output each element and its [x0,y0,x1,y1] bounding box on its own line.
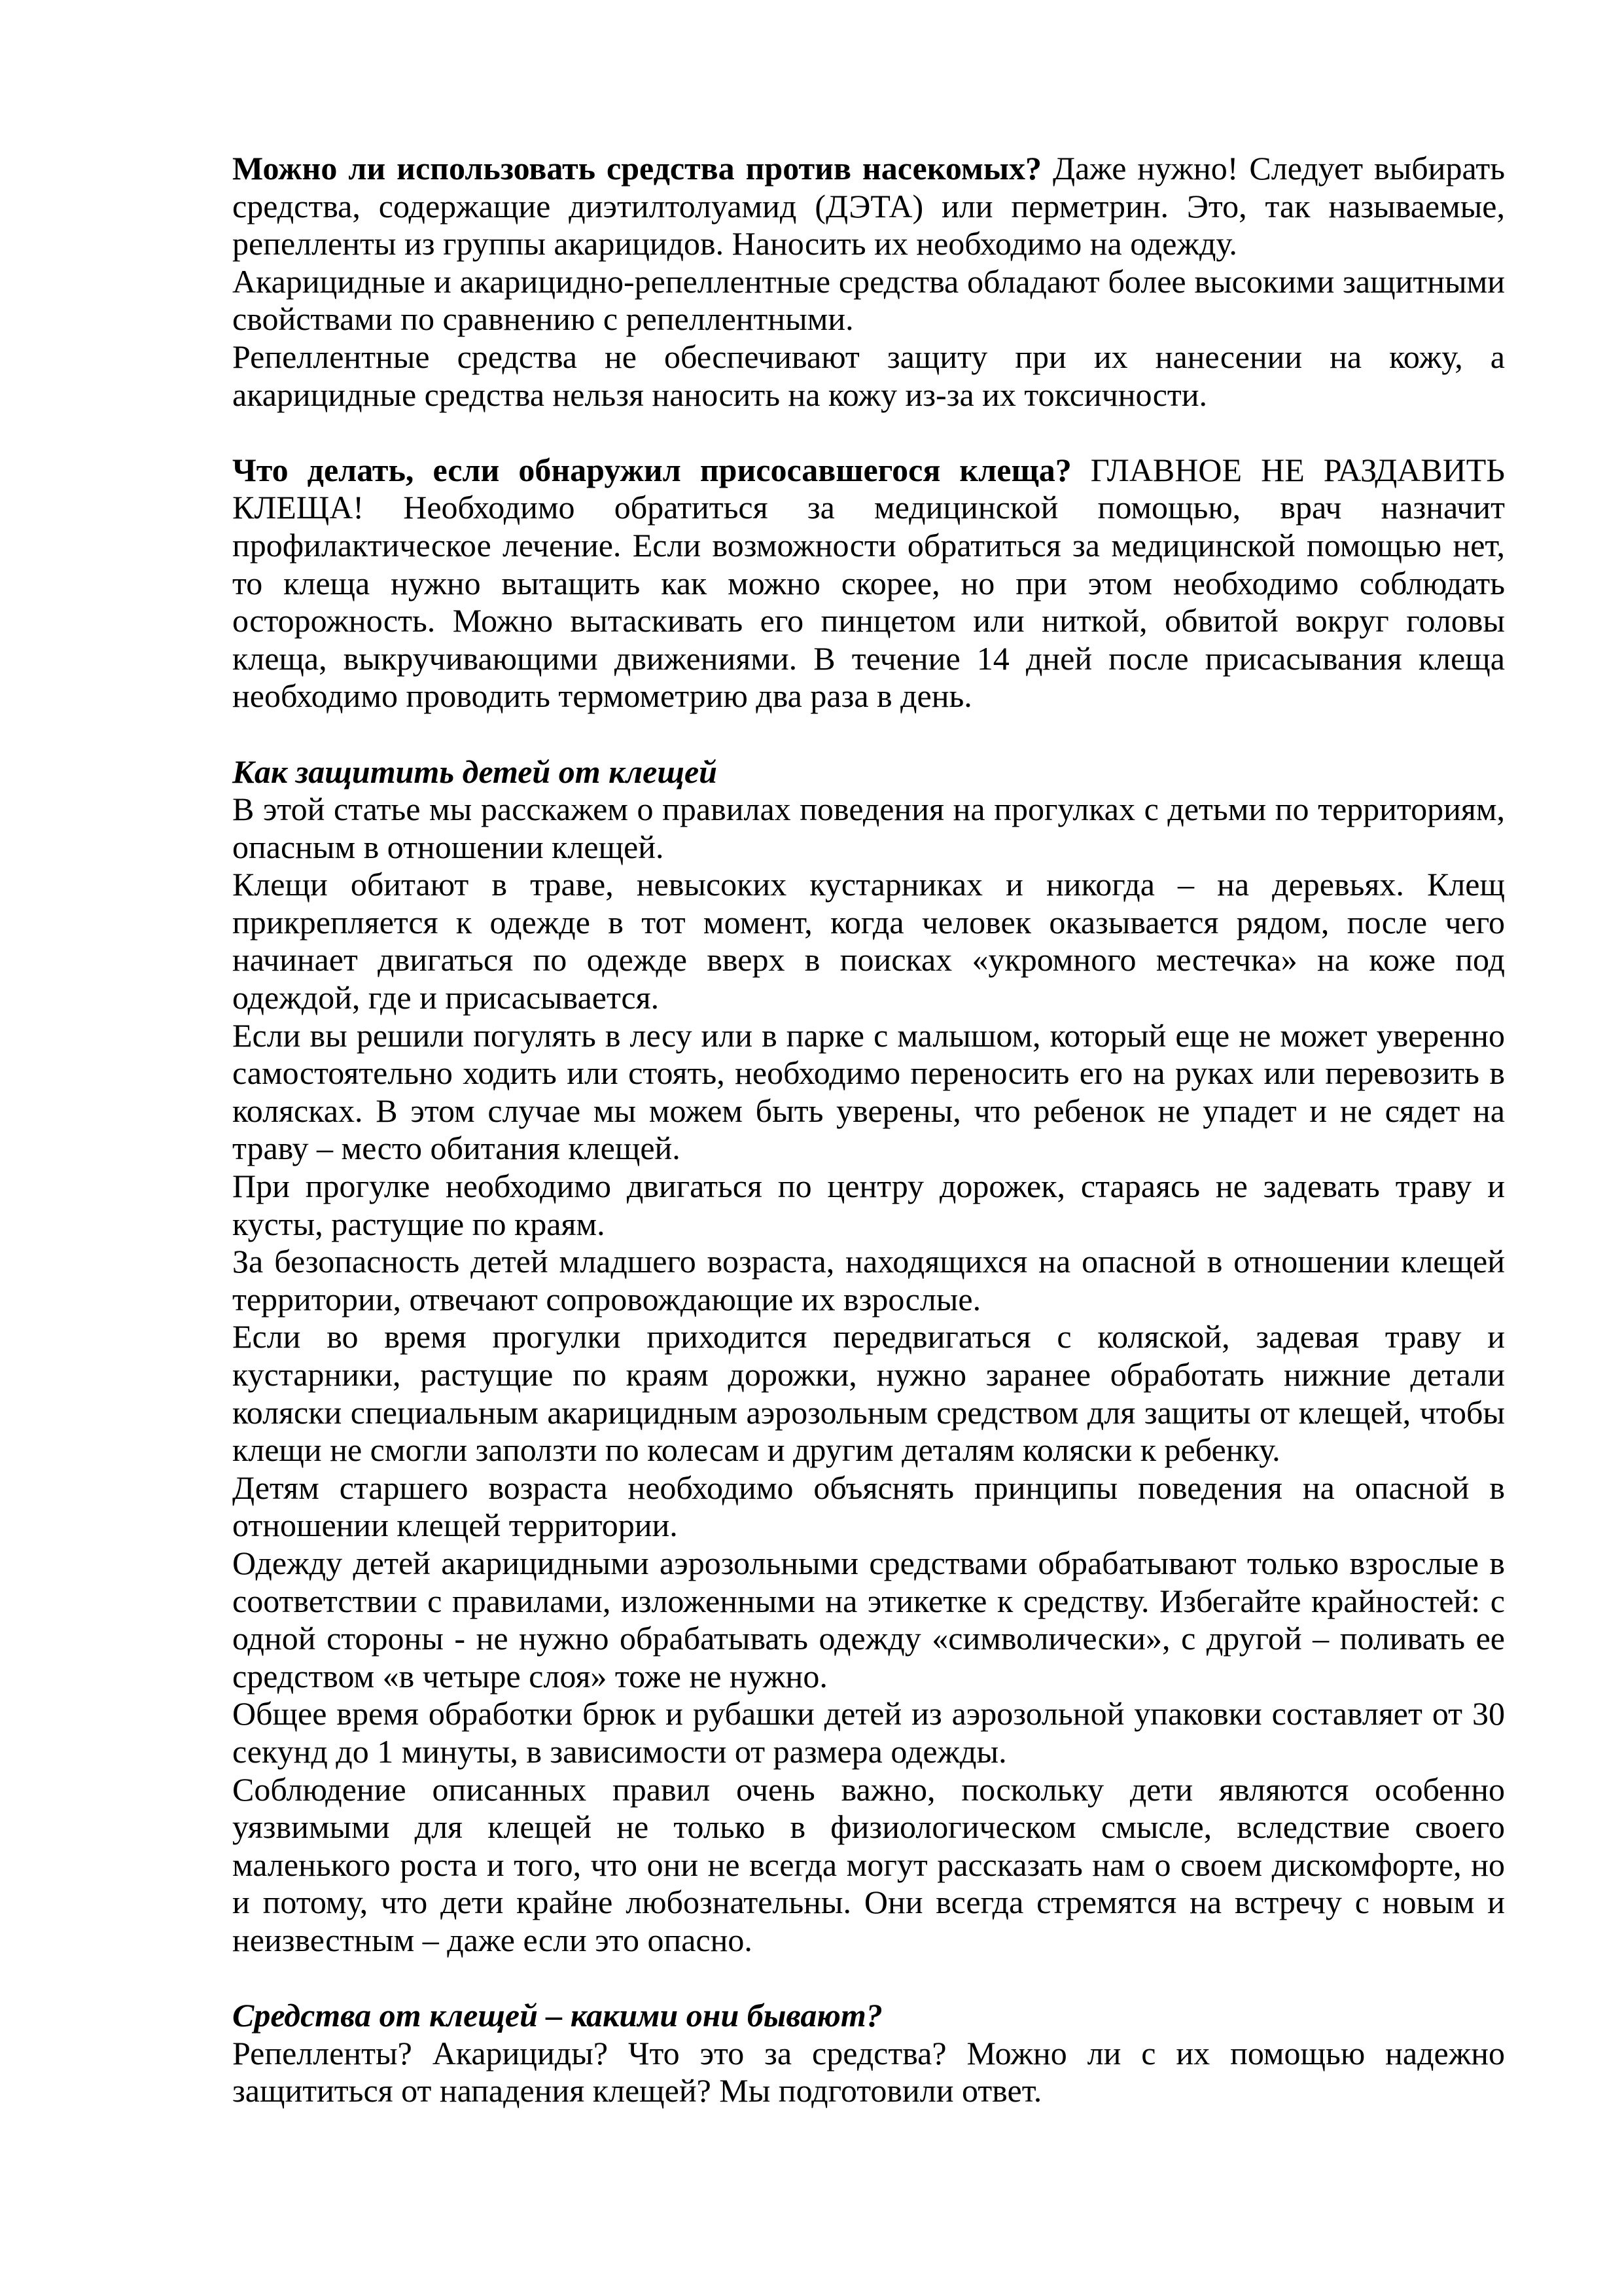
line-text: репелленты из группы акарицидов. Наносить их необходимо на одежду. [232,225,1237,262]
line-text: и потому, что дети крайне любознательны. Они всегда стремятся на встречу с новым и [232,1884,1505,1921]
line-text: За безопасность детей младшего возраста, находящихся на опасной в отношении клещей [232,1243,1505,1280]
text-line [232,1017,1505,1055]
text-line [232,1771,1505,1809]
text-line [232,791,1505,829]
paragraph [232,263,1505,338]
paragraph [232,1168,1505,1243]
line-text: свойствами по сравнению с репеллентными. [232,300,854,338]
line-text: КЛЕЩА! Необходимо обратиться за медицинской помощью, врач назначит [232,489,1505,526]
line-text: секунд до 1 минуты, в зависимости от размера одежды. [232,1732,1007,1770]
line-text: Клещи обитают в траве, невысоких кустарниках и никогда – на деревьях. Клещ [232,866,1505,903]
line-text: неизвестным – даже если это опасно. [232,1921,752,1958]
line-text: начинает двигаться по одежде вверх в поисках «укромного местечка» на коже под [232,941,1505,978]
paragraph [232,1695,1505,1770]
line-text: При прогулке необходимо двигаться по центру дорожек, стараясь не задевать траву и [232,1168,1505,1205]
text-line [232,300,1505,338]
text-line [232,1318,1505,1356]
line-text: уязвимыми для клещей не только в физиологическом смысле, вследствие своего [232,1808,1505,1846]
text-line [232,1394,1505,1432]
text-line [232,1808,1505,1846]
text-line [232,1168,1505,1206]
line-text: кустарники, растущие по краям дорожки, нужно заранее обработать нижние детали [232,1356,1505,1393]
line-text: акарицидные средства нельзя наносить на кожу из-за их токсичности. [232,376,1208,413]
line-text: маленького роста и того, что они не всегда могут рассказать нам о своем дискомфорте, но [232,1846,1505,1883]
line-text: профилактическое лечение. Если возможности обратиться за медицинской помощью нет, [232,526,1505,564]
line-text: одной стороны - не нужно обрабатывать одежду «символически», с другой – поливать ее [232,1620,1505,1657]
text-line [232,904,1505,942]
text-line [232,225,1505,263]
text-line [232,565,1505,603]
bold-question: Можно ли использовать средства против насекомых? [232,150,1042,187]
text-line [232,2035,1505,2073]
text-line [232,1620,1505,1658]
text-line [232,452,1505,490]
text-line [232,1431,1505,1469]
line-text: траву – место обитания клещей. [232,1130,680,1167]
line-text: колясках. В этом случае мы можем быть уверены, что ребенок не упадет и не сядет на [232,1092,1505,1129]
text-line [232,640,1505,678]
text-line [232,1658,1505,1696]
paragraph [232,1469,1505,1545]
text-line [232,1356,1505,1394]
line-text: Если во время прогулки приходится передвигаться с коляской, задевая траву и [232,1318,1505,1355]
paragraph [232,1545,1505,1695]
text-line [232,866,1505,904]
text-line [232,1884,1505,1922]
text-line [232,1092,1505,1130]
line-text: средством «в четыре слоя» тоже не нужно. [232,1657,828,1695]
line-text: кусты, растущие по краям. [232,1205,605,1242]
line-text: территории, отвечают сопровождающие их взрослые. [232,1280,981,1318]
text-line [232,1281,1505,1319]
text-line [232,1507,1505,1545]
line-text: Даже нужно! Следует выбирать [1042,150,1505,187]
paragraph [232,452,1505,715]
paragraph [232,1318,1505,1469]
text-line [232,602,1505,640]
paragraph [232,338,1505,414]
section-heading: Как защитить детей от клещей [232,753,717,790]
paragraph [232,1243,1505,1318]
paragraph [232,791,1505,866]
text-line [232,1130,1505,1168]
line-text: Одежду детей акарицидными аэрозольными средствами обрабатывают только взрослые в [232,1544,1505,1581]
line-text: необходимо проводить термометрию два раза в день. [232,677,972,715]
text-line [232,188,1505,226]
line-text: то клеща нужно вытащить как можно скорее, но при этом необходимо соблюдать [232,564,1505,601]
bold-question: Что делать, если обнаружил присосавшегося клеща? [232,451,1072,488]
paragraph [232,150,1505,263]
line-text: Общее время обработки брюк и рубашки детей из аэрозольной упаковки составляет от 30 [232,1695,1505,1732]
blank-line [232,1960,1505,1998]
text-line [232,979,1505,1017]
paragraph [232,866,1505,1016]
line-text: Акарицидные и акарицидно-репеллентные средства обладают более высокими защитными [232,262,1505,300]
paragraph [232,2035,1505,2110]
line-text: Репеллентные средства не обеспечивают защиту при их нанесении на кожу, а [232,338,1505,375]
text-line [232,1243,1505,1281]
text-line [232,150,1505,188]
line-text: отношении клещей территории. [232,1507,678,1544]
text-line [232,1054,1505,1092]
text-line [232,1846,1505,1884]
text-line [232,941,1505,979]
line-text: клеща, выкручивающими движениями. В течение 14 дней после присасывания клеща [232,639,1505,677]
text-line [232,1922,1505,1960]
line-text: Если вы решили погулять в лесу или в парке с малышом, который еще не может уверенно [232,1016,1505,1054]
text-line [232,1545,1505,1583]
line-text: одеждой, где и присасывается. [232,979,660,1016]
text-line [232,376,1505,414]
text-line [232,1206,1505,1244]
text-line [232,677,1505,715]
line-text: защититься от нападения клещей? Мы подготовили ответ. [232,2072,1042,2109]
line-text: опасным в отношении клещей. [232,828,664,865]
text-line [232,489,1505,527]
section-heading: Средства от клещей – какими они бывают? [232,1997,883,2034]
text-line [232,263,1505,301]
text-line [232,1695,1505,1733]
line-text: прикрепляется к одежде в тот момент, когда человек оказывается рядом, после чего [232,903,1505,941]
text-line [232,1733,1505,1771]
blank-line [232,715,1505,753]
line-text: осторожность. Можно вытаскивать его пинцетом или ниткой, обвитой вокруг головы [232,602,1505,639]
line-text: средства, содержащие диэтилтолуамид (ДЭТА) или перметрин. Это, так называемые, [232,187,1505,224]
line-text: ГЛАВНОЕ НЕ РАЗДАВИТЬ [1071,451,1506,488]
line-text: В этой статье мы расскажем о правилах поведения на прогулках с детьми по территориям, [232,791,1505,828]
blank-line [232,414,1505,452]
text-line [232,1583,1505,1621]
text-line [232,527,1505,565]
paragraph [232,1017,1505,1168]
line-text: коляски специальным акарицидным аэрозольным средством для защиты от клещей, чтобы [232,1393,1505,1431]
paragraph [232,1771,1505,1960]
line-text: Детям старшего возраста необходимо объяснять принципы поведения на опасной в [232,1469,1505,1506]
line-text: самостоятельно ходить или стоять, необходимо переносить его на руках или перевозить в [232,1054,1505,1092]
document-page [232,150,1505,2110]
text-line [232,1469,1505,1507]
line-text: соответствии с правилами, изложенными на этикетке к средству. Избегайте крайностей: с [232,1582,1505,1619]
text-line [232,338,1505,376]
text-line [232,2072,1505,2110]
text-line [232,829,1505,867]
line-text: Соблюдение описанных правил очень важно, поскольку дети являются особенно [232,1770,1505,1808]
line-text: Репелленты? Акарициды? Что это за средства? Можно ли с их помощью надежно [232,2034,1505,2072]
line-text: клещи не смогли заползти по колесам и другим деталям коляски к ребенку. [232,1431,1280,1469]
